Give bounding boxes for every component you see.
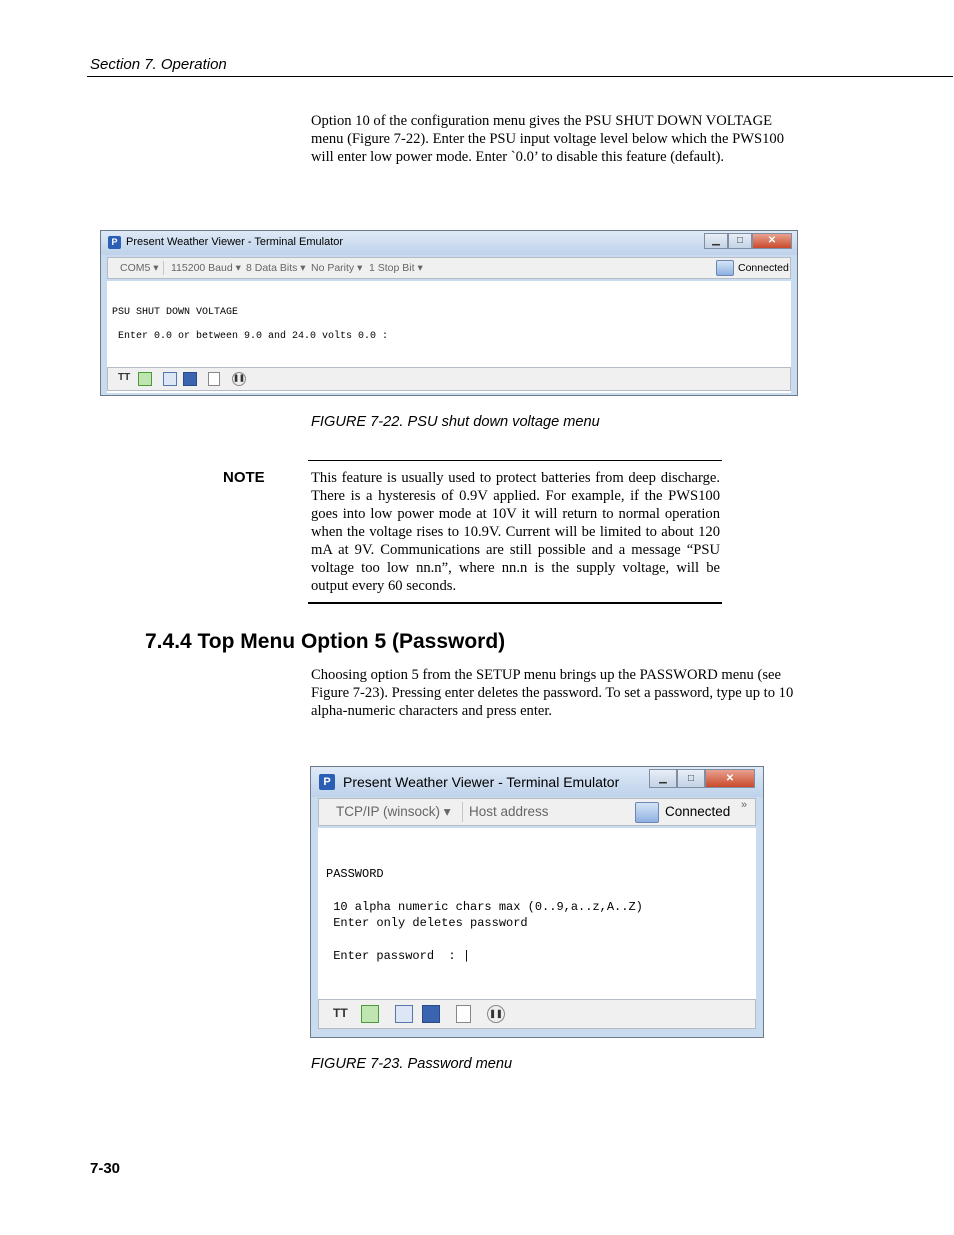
pause-icon[interactable]: ❚❚ <box>487 1005 505 1023</box>
figure-caption: FIGURE 7-22. PSU shut down voltage menu <box>311 414 600 430</box>
font-button[interactable]: TT <box>118 372 131 383</box>
connection-status[interactable]: Connected <box>738 262 789 274</box>
terminal-line: PASSWORD <box>326 867 384 881</box>
minimize-icon[interactable]: ▁ <box>704 233 728 249</box>
terminal-line: PSU SHUT DOWN VOLTAGE <box>112 307 239 318</box>
window-titlebar <box>311 767 763 797</box>
connect-icon[interactable] <box>635 802 659 823</box>
font-button[interactable]: TT <box>333 1006 348 1020</box>
copy-icon[interactable] <box>395 1005 413 1023</box>
stop-bit-select[interactable]: 1 Stop Bit ▾ <box>369 262 423 274</box>
pause-icon[interactable]: ❚❚ <box>232 372 246 386</box>
parity-select[interactable]: No Parity ▾ <box>311 262 363 274</box>
window-title: Present Weather Viewer - Terminal Emulator <box>343 774 620 790</box>
host-address-field[interactable]: Host address <box>469 804 549 819</box>
overflow-chevron-icon[interactable]: » <box>741 799 748 811</box>
connection-toolbar <box>107 257 791 279</box>
baud-select[interactable]: 115200 Baud ▾ <box>171 262 241 274</box>
maximize-icon[interactable]: □ <box>677 769 705 788</box>
note-top-rule <box>308 460 722 461</box>
note-bottom-rule <box>308 602 722 604</box>
connection-toolbar <box>318 798 756 826</box>
save-icon[interactable] <box>422 1005 440 1023</box>
window-title: Present Weather Viewer - Terminal Emulator <box>126 236 344 248</box>
log-icon[interactable] <box>208 372 220 386</box>
connection-type-select[interactable]: TCP/IP (winsock) ▾ <box>336 804 451 819</box>
send-file-icon[interactable] <box>361 1005 379 1023</box>
terminal-line: Enter only deletes password <box>326 916 528 930</box>
terminal-output[interactable] <box>318 828 756 1026</box>
note-text: This feature is usually used to protect batteries from deep discharge. There is a hysteresis of 0.9V applied. For example, if the PWS100 goes into low power mode at 10V it will return to normal operation when the voltage rises to 10.9V. Current will be limited to about 120 mA at 9V. Communications are still possible and a message “PSU voltage too low nn.n”, where nn.n is the supply voltage, will be output every 60 seconds. <box>311 470 720 594</box>
bottom-toolbar <box>107 367 791 391</box>
header-rule <box>87 76 953 77</box>
copy-icon[interactable] <box>163 372 177 386</box>
data-bits-select[interactable]: 8 Data Bits ▾ <box>246 262 306 274</box>
close-icon[interactable]: ✕ <box>752 233 792 249</box>
maximize-icon[interactable]: □ <box>728 233 752 249</box>
terminal-line: 10 alpha numeric chars max (0..9,a..z,A..Z) <box>326 899 643 914</box>
figure-password-window <box>310 766 764 1038</box>
running-header: Section 7. Operation <box>90 56 227 73</box>
connection-status[interactable]: Connected <box>665 804 731 819</box>
password-paragraph: Choosing option 5 from the SETUP menu brings up the PASSWORD menu (see Figure 7-23). Pressing enter deletes the password. To set a password, type up to 10 alpha-numeric characters and press enter. <box>311 667 794 719</box>
minimize-icon[interactable]: ▁ <box>649 769 677 788</box>
send-file-icon[interactable] <box>138 372 152 386</box>
terminal-line: Enter 0.0 or between 9.0 and 24.0 volts 0.0 : <box>112 331 389 342</box>
app-logo-icon: P <box>108 236 121 249</box>
terminal-line: Enter password : | <box>326 948 471 963</box>
log-icon[interactable] <box>456 1005 471 1023</box>
page-number: 7-30 <box>90 1160 121 1177</box>
app-logo-icon: P <box>319 774 335 790</box>
port-select[interactable]: COM5 ▾ <box>120 262 159 274</box>
note-label: NOTE <box>223 469 265 486</box>
save-icon[interactable] <box>183 372 197 386</box>
intro-paragraph: Option 10 of the configuration menu gives the PSU SHUT DOWN VOLTAGE menu (Figure 7-22). Enter the PSU input voltage level below which the PWS100 will enter low power mode. Enter `0.0’ to disable this feature (default). <box>311 113 784 165</box>
figure-psu-window <box>100 230 798 396</box>
connect-icon[interactable] <box>716 260 734 276</box>
bottom-toolbar <box>318 999 756 1029</box>
window-titlebar <box>101 231 797 255</box>
figure-caption: FIGURE 7-23. Password menu <box>311 1056 513 1072</box>
close-icon[interactable]: ✕ <box>705 769 755 788</box>
section-heading: 7.4.4 Top Menu Option 5 (Password) <box>145 630 506 653</box>
